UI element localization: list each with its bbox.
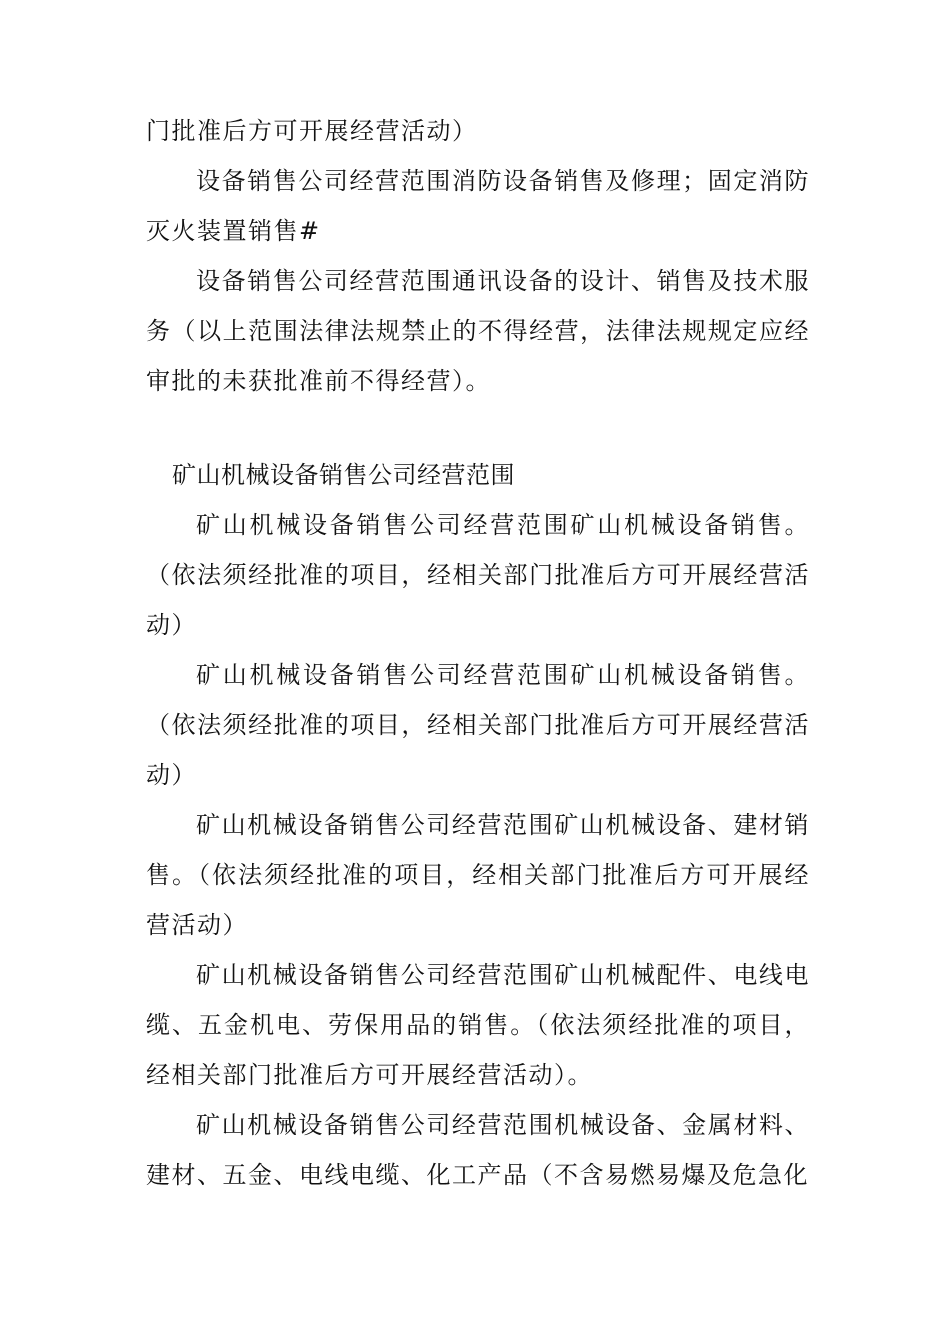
section-heading: 矿山机械设备销售公司经营范围 (172, 461, 515, 489)
paragraph-fire-equipment: 设备销售公司经营范围消防设备销售及修理；固定消防灭火装置销售# (146, 167, 810, 245)
paragraph-continuation: 门批准后方可开展经营活动） (146, 117, 478, 145)
paragraph-mining-3: 矿山机械设备销售公司经营范围矿山机械设备、建材销售。（依法须经批准的项目，经相关部门批准后方可开展经营活动） (146, 811, 810, 939)
paragraph-mining-5: 矿山机械设备销售公司经营范围机械设备、金属材料、建材、五金、电线电缆、化工产品（不含易燃易爆及危急化 (146, 1111, 810, 1189)
document-page (146, 106, 810, 1200)
paragraph-mining-2: 矿山机械设备销售公司经营范围矿山机械设备销售。（依法须经批准的项目，经相关部门批准后方可开展经营活动） (146, 661, 810, 789)
paragraph-communication-equipment: 设备销售公司经营范围通讯设备的设计、销售及技术服务（以上范围法律法规禁止的不得经营，法律法规规定应经审批的未获批准前不得经营）。 (146, 267, 810, 395)
paragraph-mining-4: 矿山机械设备销售公司经营范围矿山机械配件、电线电缆、五金机电、劳保用品的销售。（依法须经批准的项目，经相关部门批准后方可开展经营活动）。 (146, 961, 810, 1089)
paragraph-mining-1: 矿山机械设备销售公司经营范围矿山机械设备销售。（依法须经批准的项目，经相关部门批准后方可开展经营活动） (146, 511, 810, 639)
